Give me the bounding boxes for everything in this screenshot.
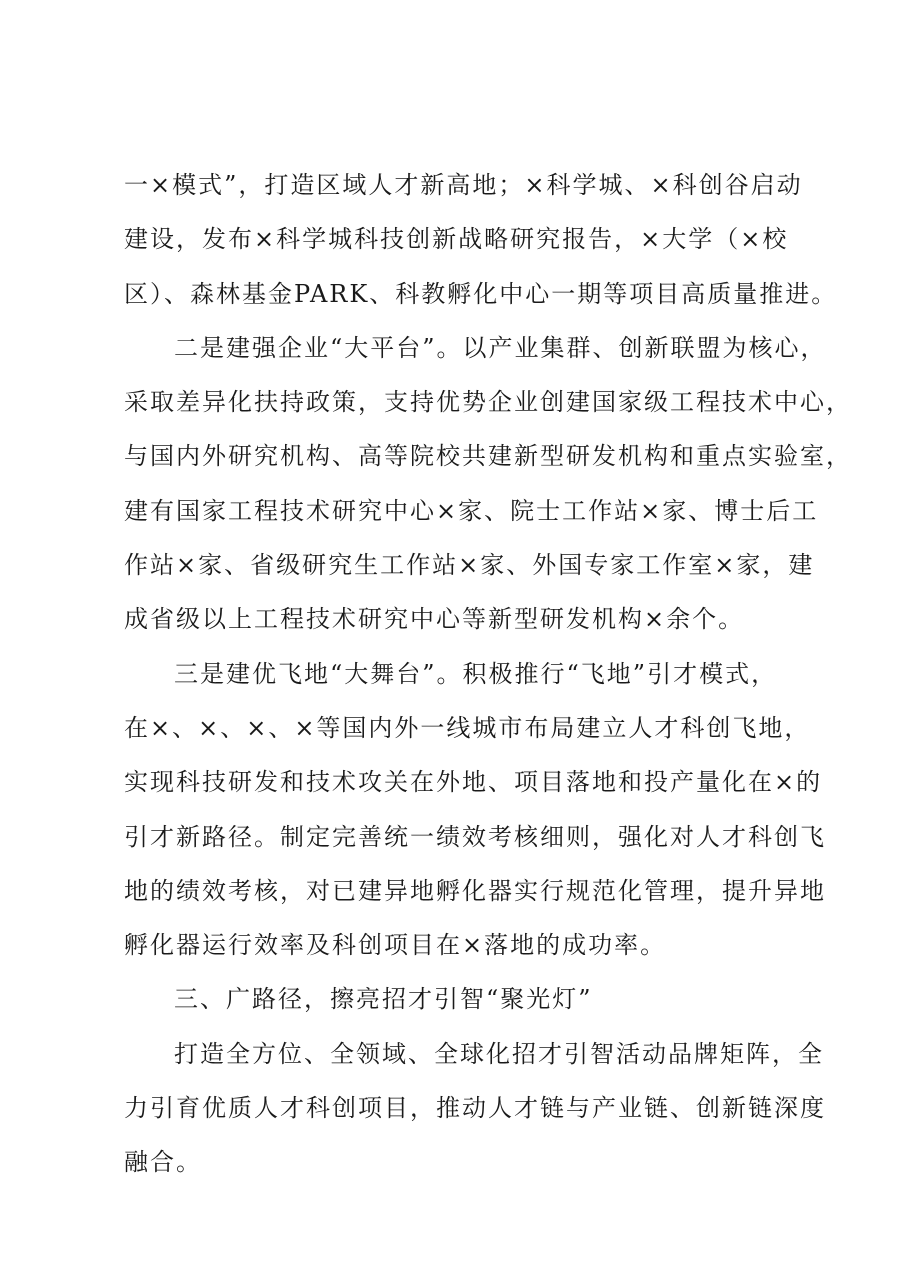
text-line: 采取差异化扶持政策，支持优势企业创建国家级工程技术中心， <box>124 388 852 417</box>
text-line: 引才新路径。制定完善统一绩效考核细则，强化对人才科创飞 <box>124 822 826 851</box>
text-line: 地的绩效考核，对已建异地孵化器实行规范化管理，提升异地 <box>124 876 826 905</box>
text-line: 与国内外研究机构、高等院校共建新型研发机构和重点实验室， <box>124 442 852 471</box>
text-line: 力引育优质人才科创项目，推动人才链与产业链、创新链深度 <box>124 1094 826 1123</box>
text-line: 作站×家、省级研究生工作站×家、外国专家工作室×家，建 <box>124 551 815 580</box>
text-line: 一×模式”，打造区域人才新高地；×科学城、×科创谷启动 <box>124 171 803 199</box>
text-line: 融合。 <box>124 1148 202 1177</box>
text-line: 建有国家工程技术研究中心×家、院士工作站×家、博士后工 <box>124 496 819 525</box>
text-line: 打造全方位、全领域、全球化招才引智活动品牌矩阵，全 <box>174 1039 824 1068</box>
section-heading <box>124 972 800 1026</box>
paragraph-talent-recruitment <box>124 1027 826 1190</box>
text-line: 三是建优飞地“大舞台”。积极推行“飞地”引才模式， <box>174 659 778 688</box>
text-line: 二是建强企业“大平台”。以产业集群、创新联盟为核心， <box>174 333 827 362</box>
text-line: 成省级以上工程技术研究中心等新型研发机构×余个。 <box>124 605 745 634</box>
text-line: 实现科技研发和技术攻关在外地、项目落地和投产量化在×的 <box>124 768 823 797</box>
text-line: 孵化器运行效率及科创项目在×落地的成功率。 <box>124 931 667 960</box>
text-line: 在×、×、×、×等国内外一线城市布局建立人才科创飞地， <box>124 713 811 742</box>
heading-line: 三、广路径，擦亮招才引智“聚光灯” <box>174 985 593 1014</box>
paragraph-enclave-stage <box>124 647 826 973</box>
paragraph-enterprise-platform <box>124 321 852 647</box>
document-body <box>124 158 852 1190</box>
paragraph-continuation <box>124 158 838 321</box>
text-line: 建设，发布×科学城科技创新战略研究报告，×大学（×校 <box>124 225 789 254</box>
text-line: 区）、森林基金PARK、科教孵化中心一期等项目高质量推进。 <box>124 279 838 308</box>
